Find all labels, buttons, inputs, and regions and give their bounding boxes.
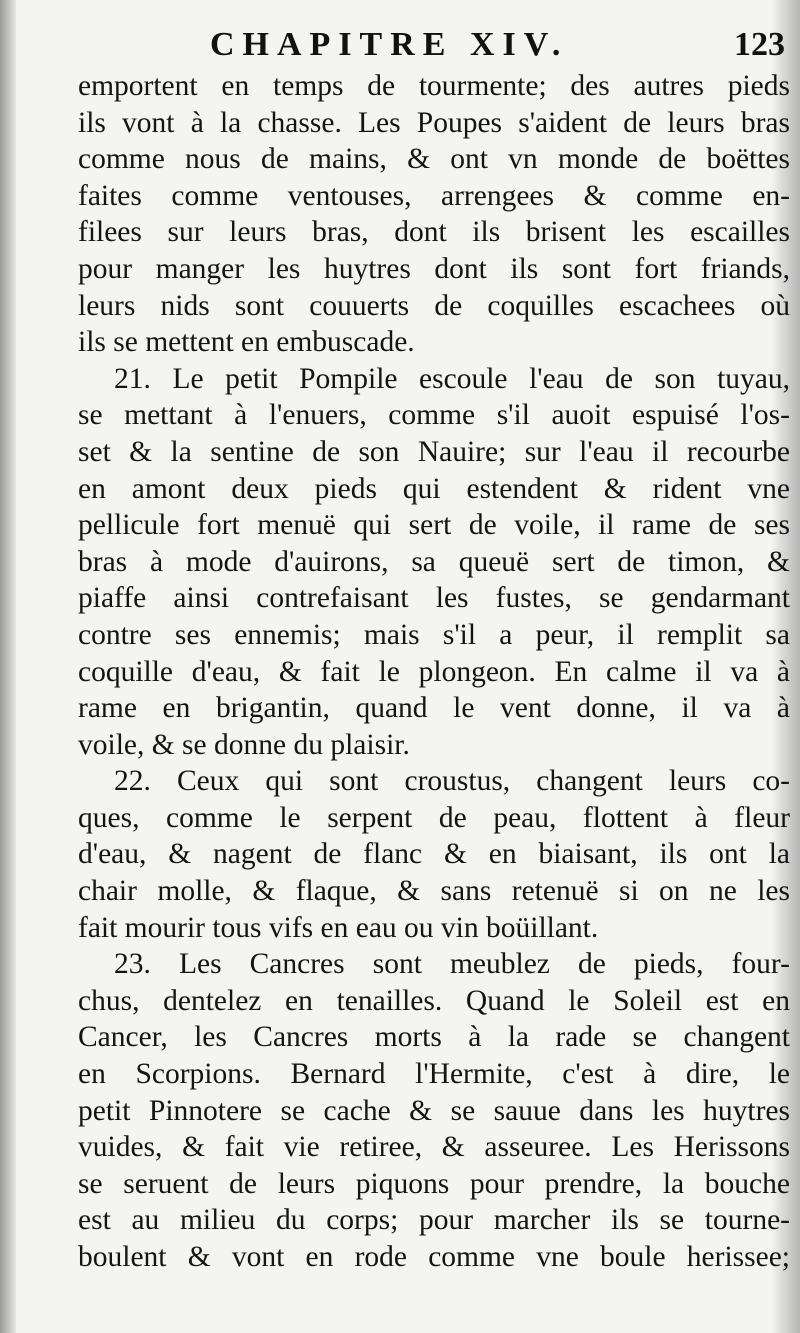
text-line: boulent & vont en rode comme vne boule herissee; xyxy=(78,1241,790,1273)
running-title: CHAPITRE XIV. xyxy=(210,26,569,63)
text-line: petit Pinnotere se cache & se sauue dans les huytres xyxy=(78,1094,790,1127)
text-line: Cancer, les Cancres morts à la rade se changent xyxy=(78,1021,790,1054)
text-line: vuides, & fait vie retiree, & asseuree. Les Herissons xyxy=(78,1131,790,1164)
text-line: fait mourir tous vifs en eau ou vin boüillant. xyxy=(78,911,599,944)
text-line: en amont deux pieds qui estendent & rident vne xyxy=(78,472,790,505)
text-line: comme nous de mains, & ont vn monde de boëttes xyxy=(78,143,790,176)
text-line: 23. Les Cancres sont meublez de pieds, four- xyxy=(114,948,790,981)
page-number: 123 xyxy=(734,26,785,63)
text-line: en Scorpions. Bernard l'Hermite, c'est à dire, le xyxy=(78,1058,790,1091)
text-line: filees sur leurs bras, dont ils brisent les escailles xyxy=(78,216,790,249)
text-line: piaffe ainsi contrefaisant les fustes, se gendarmant xyxy=(78,582,790,615)
text-line: emportent en temps de tourmente; des autres pieds xyxy=(78,70,790,102)
text-line: rame en brigantin, quand le vent donne, il va à xyxy=(78,692,790,725)
body-text xyxy=(78,68,790,1276)
text-line: 22. Ceux qui sont croustus, changent leurs co- xyxy=(114,765,790,798)
text-line: bras à mode d'auirons, sa queuë sert de timon, & xyxy=(78,545,790,578)
text-line: coquille d'eau, & fait le plongeon. En calme il va à xyxy=(78,655,790,688)
text-line: ils se mettent en embuscade. xyxy=(78,326,415,359)
text-line: set & la sentine de son Nauire; sur l'eau il recourbe xyxy=(78,435,790,468)
text-line: ques, comme le serpent de peau, flottent à fleur xyxy=(78,801,790,834)
text-line: pour manger les huytres dont ils sont fort friands, xyxy=(78,252,790,285)
text-line: chus, dentelez en tenailles. Quand le Soleil est en xyxy=(78,984,790,1017)
text-line: contre ses ennemis; mais s'il a peur, il remplit sa xyxy=(78,618,790,651)
text-line: chair molle, & flaque, & sans retenuë si on ne les xyxy=(78,875,790,908)
text-line: faites comme ventouses, arrengees & comme en- xyxy=(78,179,790,212)
page-left-shadow xyxy=(0,0,16,1333)
text-line: d'eau, & nagent de flanc & en biaisant, ils ont la xyxy=(78,838,790,871)
text-line: voile, & se donne du plaisir. xyxy=(78,728,410,761)
text-line: est au milieu du corps; pour marcher ils se tourne- xyxy=(78,1204,790,1237)
text-line: leurs nids sont couuerts de coquilles escachees où xyxy=(78,289,790,322)
text-line: se seruent de leurs piquons pour prendre, la bouche xyxy=(78,1167,790,1200)
text-line: se mettant à l'enuers, comme s'il auoit espuisé l'os- xyxy=(78,399,790,432)
text-line: pellicule fort menuë qui sert de voile, il rame de ses xyxy=(78,509,790,542)
text-line: ils vont à la chasse. Les Poupes s'aident de leurs bras xyxy=(78,106,790,139)
text-line: 21. Le petit Pompile escoule l'eau de son tuyau, xyxy=(114,362,790,395)
